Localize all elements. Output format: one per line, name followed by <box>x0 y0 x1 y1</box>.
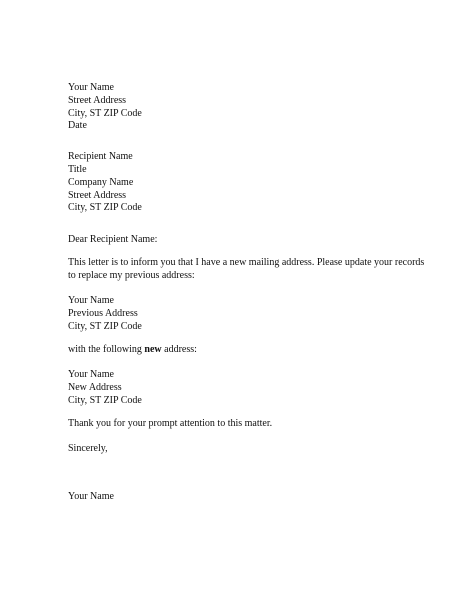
transition-after: address: <box>161 343 197 355</box>
recipient-city: City, ST ZIP Code <box>68 202 142 214</box>
signature-name: Your Name <box>68 491 114 503</box>
thanks-paragraph <box>68 418 408 431</box>
recipient-name: Recipient Name <box>68 151 133 163</box>
salutation-text: Dear Recipient Name: <box>68 234 158 246</box>
signature-block <box>68 491 408 504</box>
recipient-street: Street Address <box>68 189 127 201</box>
transition-sentence <box>68 344 408 357</box>
transition-bold: new <box>144 343 162 355</box>
transition-text <box>68 344 408 357</box>
thanks-text: Thank you for your prompt attention to this matter. <box>68 417 273 429</box>
sender-street: Street Address <box>68 94 127 106</box>
new-city: City, ST ZIP Code <box>68 394 142 406</box>
sender-address-block <box>68 82 408 133</box>
salutation <box>68 234 408 247</box>
intro-paragraph <box>68 256 425 283</box>
letter-date: Date <box>68 120 87 132</box>
recipient-address-block <box>68 151 408 215</box>
new-name: Your Name <box>68 369 114 381</box>
recipient-title: Title <box>68 163 87 175</box>
intro-line-2: to replace my previous address: <box>68 269 195 281</box>
previous-name: Your Name <box>68 295 114 307</box>
intro-line-1: This letter is to inform you that I have a new mailing address. Please update your records <box>68 256 425 268</box>
sender-name: Your Name <box>68 82 114 93</box>
sender-city: City, ST ZIP Code <box>68 107 142 119</box>
recipient-company: Company Name <box>68 176 134 188</box>
letter-content <box>68 82 425 504</box>
new-address: New Address <box>68 382 122 394</box>
closing-text: Sincerely, <box>68 442 108 454</box>
previous-address: Previous Address <box>68 308 138 320</box>
transition-before: with the following <box>68 343 145 355</box>
previous-address-block <box>68 295 408 333</box>
new-address-block <box>68 369 408 407</box>
closing <box>68 443 408 456</box>
previous-city: City, ST ZIP Code <box>68 320 142 332</box>
